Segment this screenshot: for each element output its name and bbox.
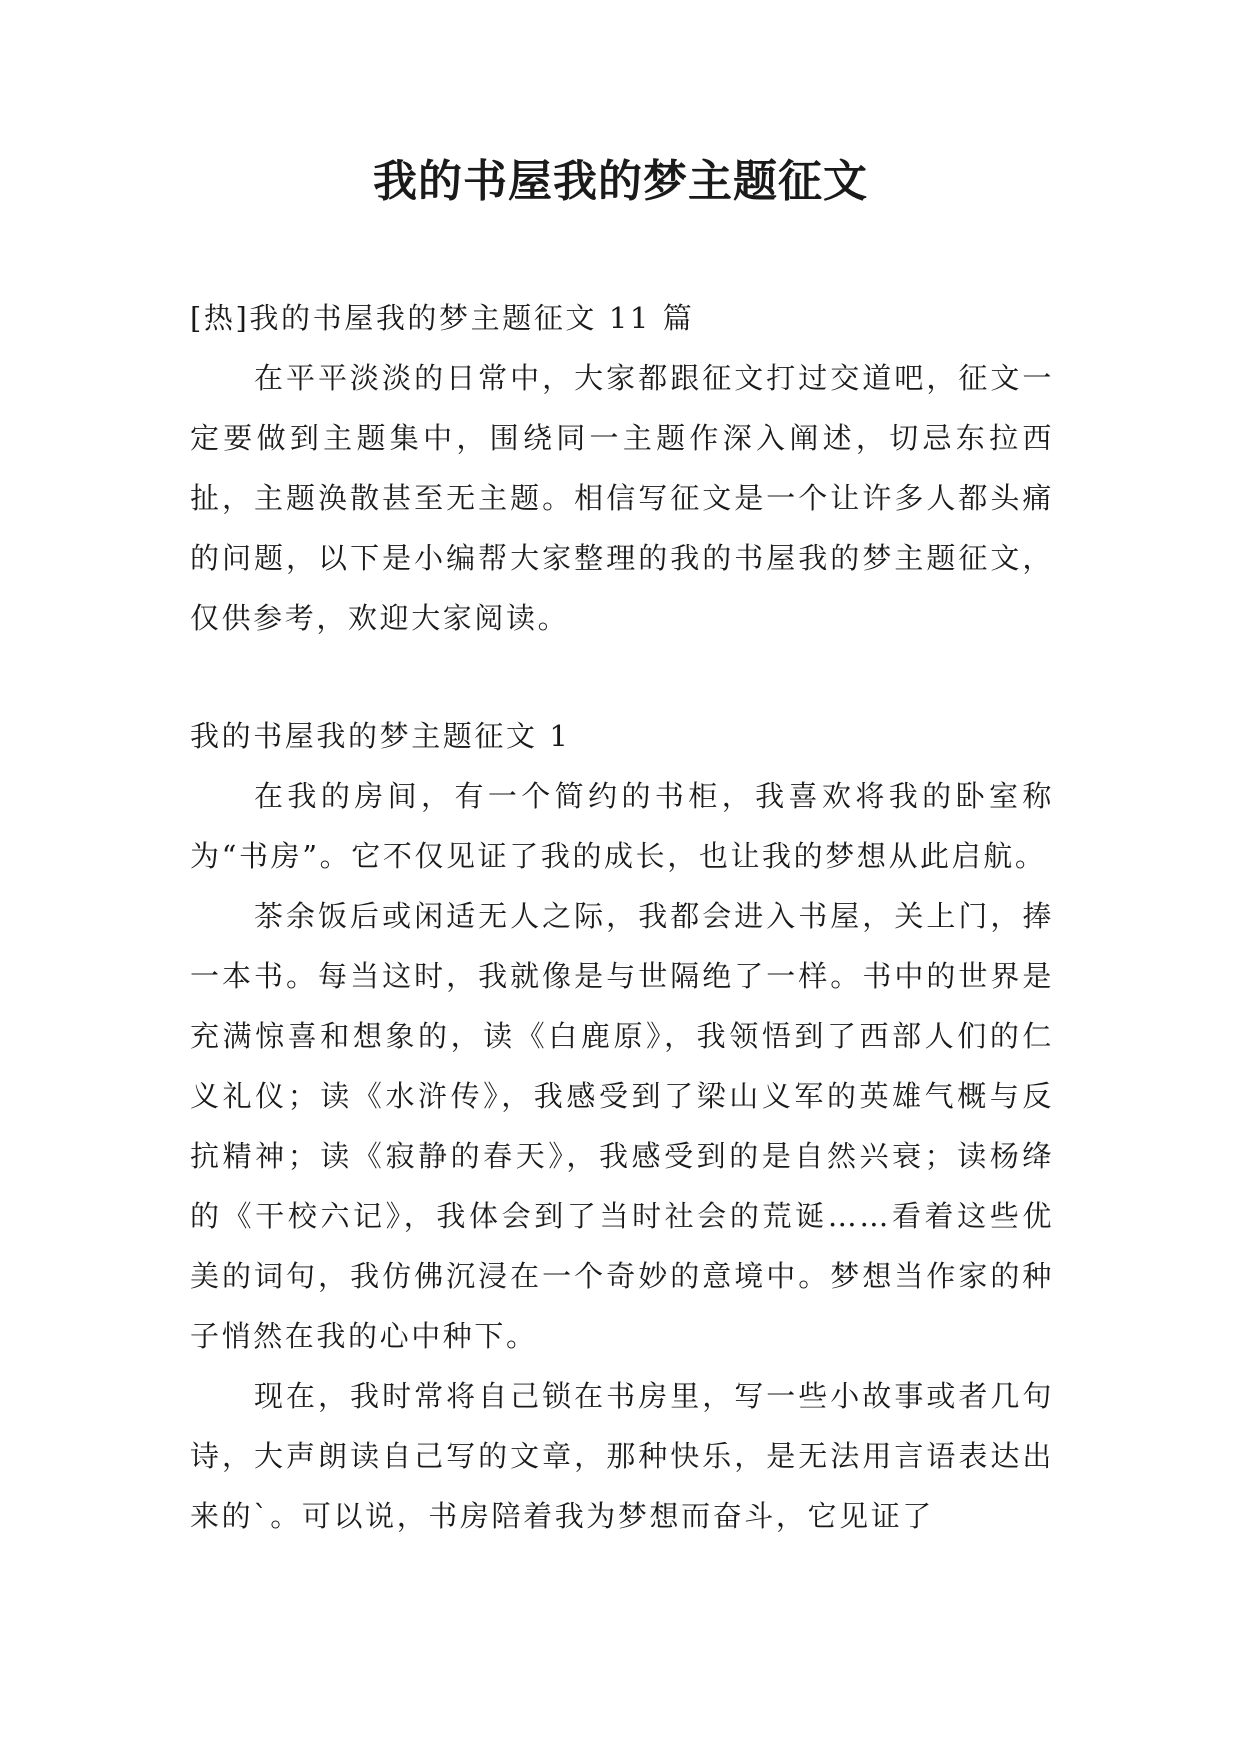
heading-line: [热]我的书屋我的梦主题征文 11 篇 xyxy=(190,301,695,335)
document-body xyxy=(190,288,1054,1546)
section-title: 我的书屋我的梦主题征文 1 xyxy=(190,719,571,753)
body-paragraph: 在我的房间，有一个简约的书柜，我喜欢将我的卧室称为“书房”。它不仅见证了我的成长，也让我的梦想从此启航。 xyxy=(190,779,1054,873)
body-paragraph: 茶余饭后或闲适无人之际，我都会进入书屋，关上门，捧一本书。每当这时，我就像是与世隔绝了一样。书中的世界是充满惊喜和想象的，读《白鹿原》，我领悟到了西部人们的仁义礼仪；读《水浒传》，我感受到了梁山义军的英雄气概与反抗精神；读《寂静的春天》，我感受到的是自然兴衰；读杨绛的《干校六记》，我体会到了当时社会的荒诞……看着这些优美的词句，我仿佛沉浸在一个奇妙的意境中。梦想当作家的种子悄然在我的心中种下。 xyxy=(190,899,1054,1353)
section-spacer xyxy=(190,648,1054,706)
document-title: 我的书屋我的梦主题征文 xyxy=(373,156,868,207)
body-paragraph: 现在，我时常将自己锁在书房里，写一些小故事或者几句诗，大声朗读自己写的文章，那种快乐，是无法用言语表达出来的`。可以说，书房陪着我为梦想而奋斗，它见证了 xyxy=(190,1379,1054,1533)
intro-paragraph: 在平平淡淡的日常中，大家都跟征文打过交道吧，征文一定要做到主题集中，围绕同一主题作深入阐述，切忌东拉西扯，主题涣散甚至无主题。相信写征文是一个让许多人都头痛的问题，以下是小编帮大家整理的我的书屋我的梦主题征文，仅供参考，欢迎大家阅读。 xyxy=(190,361,1054,635)
